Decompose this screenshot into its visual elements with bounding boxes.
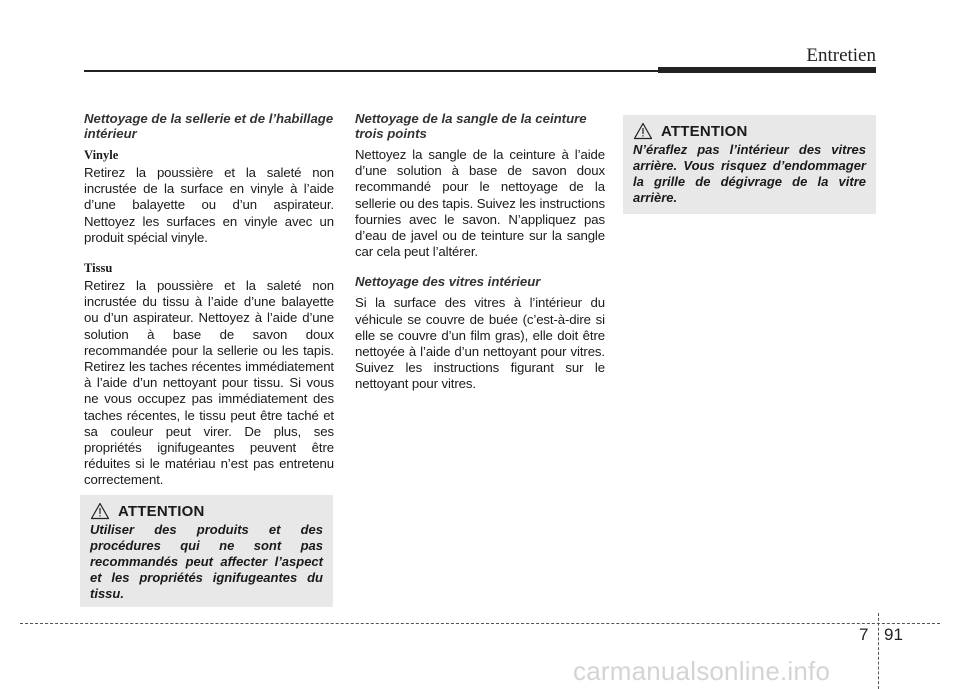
paragraph-vinyl: Retirez la poussière et la saleté non incrustée de la surface en vinyle à l’aide d’une balayette ou d’un aspirateur. Nettoyez les surfaces en vinyle avec un produit spécial vinyle.: [84, 165, 334, 245]
header-rule-accent: [658, 67, 876, 73]
caution-label: ATTENTION: [118, 502, 205, 520]
section-title-seatbelt: Nettoyage de la sangle de la ceinture trois points: [355, 111, 587, 141]
caution-label: ATTENTION: [661, 122, 748, 140]
caution-box-fabric: [80, 495, 333, 607]
warning-triangle-icon: [633, 122, 653, 140]
watermark: carmanualsonline.info: [573, 656, 831, 686]
caution-header: [80, 495, 333, 520]
column-left: [84, 111, 334, 489]
subsection-title-vinyl: Vinyle: [84, 148, 119, 162]
footer-divider: [20, 623, 940, 624]
chapter-number: 7: [859, 625, 869, 644]
caution-box-glass: [623, 115, 876, 214]
section-title-glass: Nettoyage des vitres intérieur: [355, 274, 541, 290]
header-rule: [84, 70, 660, 72]
caution-header: [623, 115, 876, 140]
column-middle: [355, 111, 605, 393]
paragraph-fabric: Retirez la poussière et la saleté non incrustée du tissu à l’aide d’une balayette ou d’un aspirateur. Nettoyez à l’aide d’une solution à base de savon doux recommandée pour la sellerie ou les tapis. Retirez les taches récentes immédiatement à l’aide d’un nettoyant pour tissu. Si vous ne vous occupez pas immédiatement des taches récentes, le tissu peut être taché et sa couleur peut virer. De plus, ses propriétés ignifugeantes peuvent être réduites si le matériau n’est pas entretenu correctement.: [84, 278, 334, 488]
caution-text: Utiliser des produits et des procédures qui ne sont pas recommandés peut affecter l’aspect et les propriétés ignifugeantes du tissu.: [90, 522, 323, 601]
footer-page-separator: [878, 613, 879, 689]
page-number: 91: [884, 625, 903, 644]
page-header-title: Entretien: [806, 45, 876, 66]
paragraph-seatbelt: Nettoyez la sangle de la ceinture à l’aide d’une solution à base de savon doux recommandé pour le nettoyage de la sellerie ou des tapis. Suivez les instructions fournies avec le savon. N’appliquez pas d’eau de javel ou de teinture sur la sangle car cela peut l’altérer.: [355, 147, 605, 260]
caution-text: N’éraflez pas l’intérieur des vitres arrière. Vous risquez d’endommager la grille de dégivrage de la vitre arrière.: [633, 142, 866, 205]
paragraph-glass: Si la surface des vitres à l’intérieur du véhicule se couvre de buée (c’est-à-dire si elle se couvre d’un film gras), elle doit être nettoyée à l’aide d’un nettoyant pour vitres. Suivez les instructions figurant sur le nettoyant pour vitres.: [355, 295, 605, 392]
subsection-title-fabric: Tissu: [84, 261, 113, 276]
section-title-upholstery: Nettoyage de la sellerie et de l’habillage intérieur: [84, 111, 334, 141]
warning-triangle-icon: [90, 502, 110, 520]
